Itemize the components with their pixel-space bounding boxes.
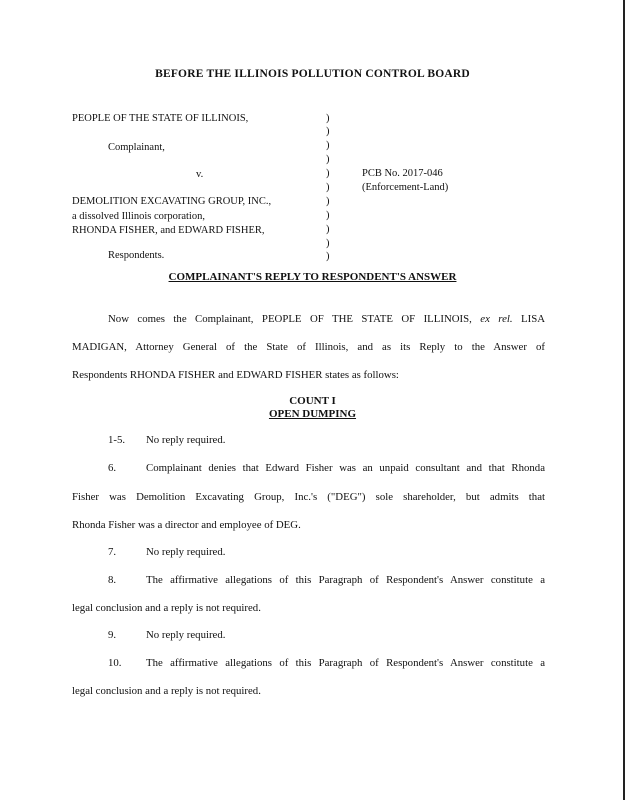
paragraph-6-line-2: Fisher was Demolition Excavating Group, Inc.'s ("DEG") sole shareholder, but admits that <box>72 491 545 503</box>
ex-rel-italic: ex rel. <box>480 313 513 325</box>
caption-plaintiff-role: Complainant, <box>108 142 165 153</box>
caption-defendant-line2: a dissolved Illinois corporation, <box>72 211 205 222</box>
court-heading: BEFORE THE ILLINOIS POLLUTION CONTROL BOARD <box>155 68 470 80</box>
paragraph-8-line-1: 8. The affirmative allegations of this Paragraph of Respondent's Answer constitute a <box>108 574 545 586</box>
paragraph-8-line-2: legal conclusion and a reply is not required. <box>72 602 261 614</box>
caption-paren: ) <box>326 140 330 151</box>
caption-versus: v. <box>196 169 204 180</box>
intro-line-2: MADIGAN, Attorney General of the State of Illinois, and as its Reply to the Answer of <box>72 341 545 353</box>
caption-paren: ) <box>326 168 330 179</box>
caption-paren: ) <box>326 224 330 235</box>
caption-plaintiff: PEOPLE OF THE STATE OF ILLINOIS, <box>72 113 249 124</box>
caption-paren: ) <box>326 182 330 193</box>
caption-paren: ) <box>326 154 330 165</box>
count-number: COUNT I <box>289 395 336 407</box>
caption-paren: ) <box>326 238 330 249</box>
caption-paren: ) <box>326 113 330 124</box>
paragraph-9: 9. No reply required. <box>108 629 226 641</box>
document-title: COMPLAINANT'S REPLY TO RESPONDENT'S ANSWER <box>168 271 457 283</box>
paragraph-10-line-2: legal conclusion and a reply is not required. <box>72 685 261 697</box>
intro-line-1: Now comes the Complainant, PEOPLE OF THE STATE OF ILLINOIS, ex rel. LISA <box>108 313 546 325</box>
paragraph-10-line-1: 10. The affirmative allegations of this Paragraph of Respondent's Answer constitute a <box>108 657 545 669</box>
paragraph-7: 7. No reply required. <box>108 546 226 558</box>
paragraph-6-line-3: Rhonda Fisher was a director and employee of DEG. <box>72 519 301 531</box>
caption-paren: ) <box>326 126 330 137</box>
paragraph-6-line-1: 6. Complainant denies that Edward Fisher was an unpaid consultant and that Rhonda <box>108 462 545 474</box>
caption-defendant-line1: DEMOLITION EXCAVATING GROUP, INC., <box>72 196 272 207</box>
intro-line-3: Respondents RHONDA FISHER and EDWARD FISHER states as follows: <box>72 369 399 381</box>
case-number: PCB No. 2017-046 <box>362 168 443 179</box>
caption-paren: ) <box>326 210 330 221</box>
paragraph-1-5: 1-5. No reply required. <box>108 434 226 446</box>
count-name: OPEN DUMPING <box>268 408 357 420</box>
caption-defendant-line3: RHONDA FISHER, and EDWARD FISHER, <box>72 225 265 236</box>
case-type: (Enforcement-Land) <box>362 182 449 193</box>
caption-defendant-role: Respondents. <box>108 250 165 261</box>
caption-paren: ) <box>326 196 330 207</box>
caption-paren: ) <box>326 251 330 262</box>
